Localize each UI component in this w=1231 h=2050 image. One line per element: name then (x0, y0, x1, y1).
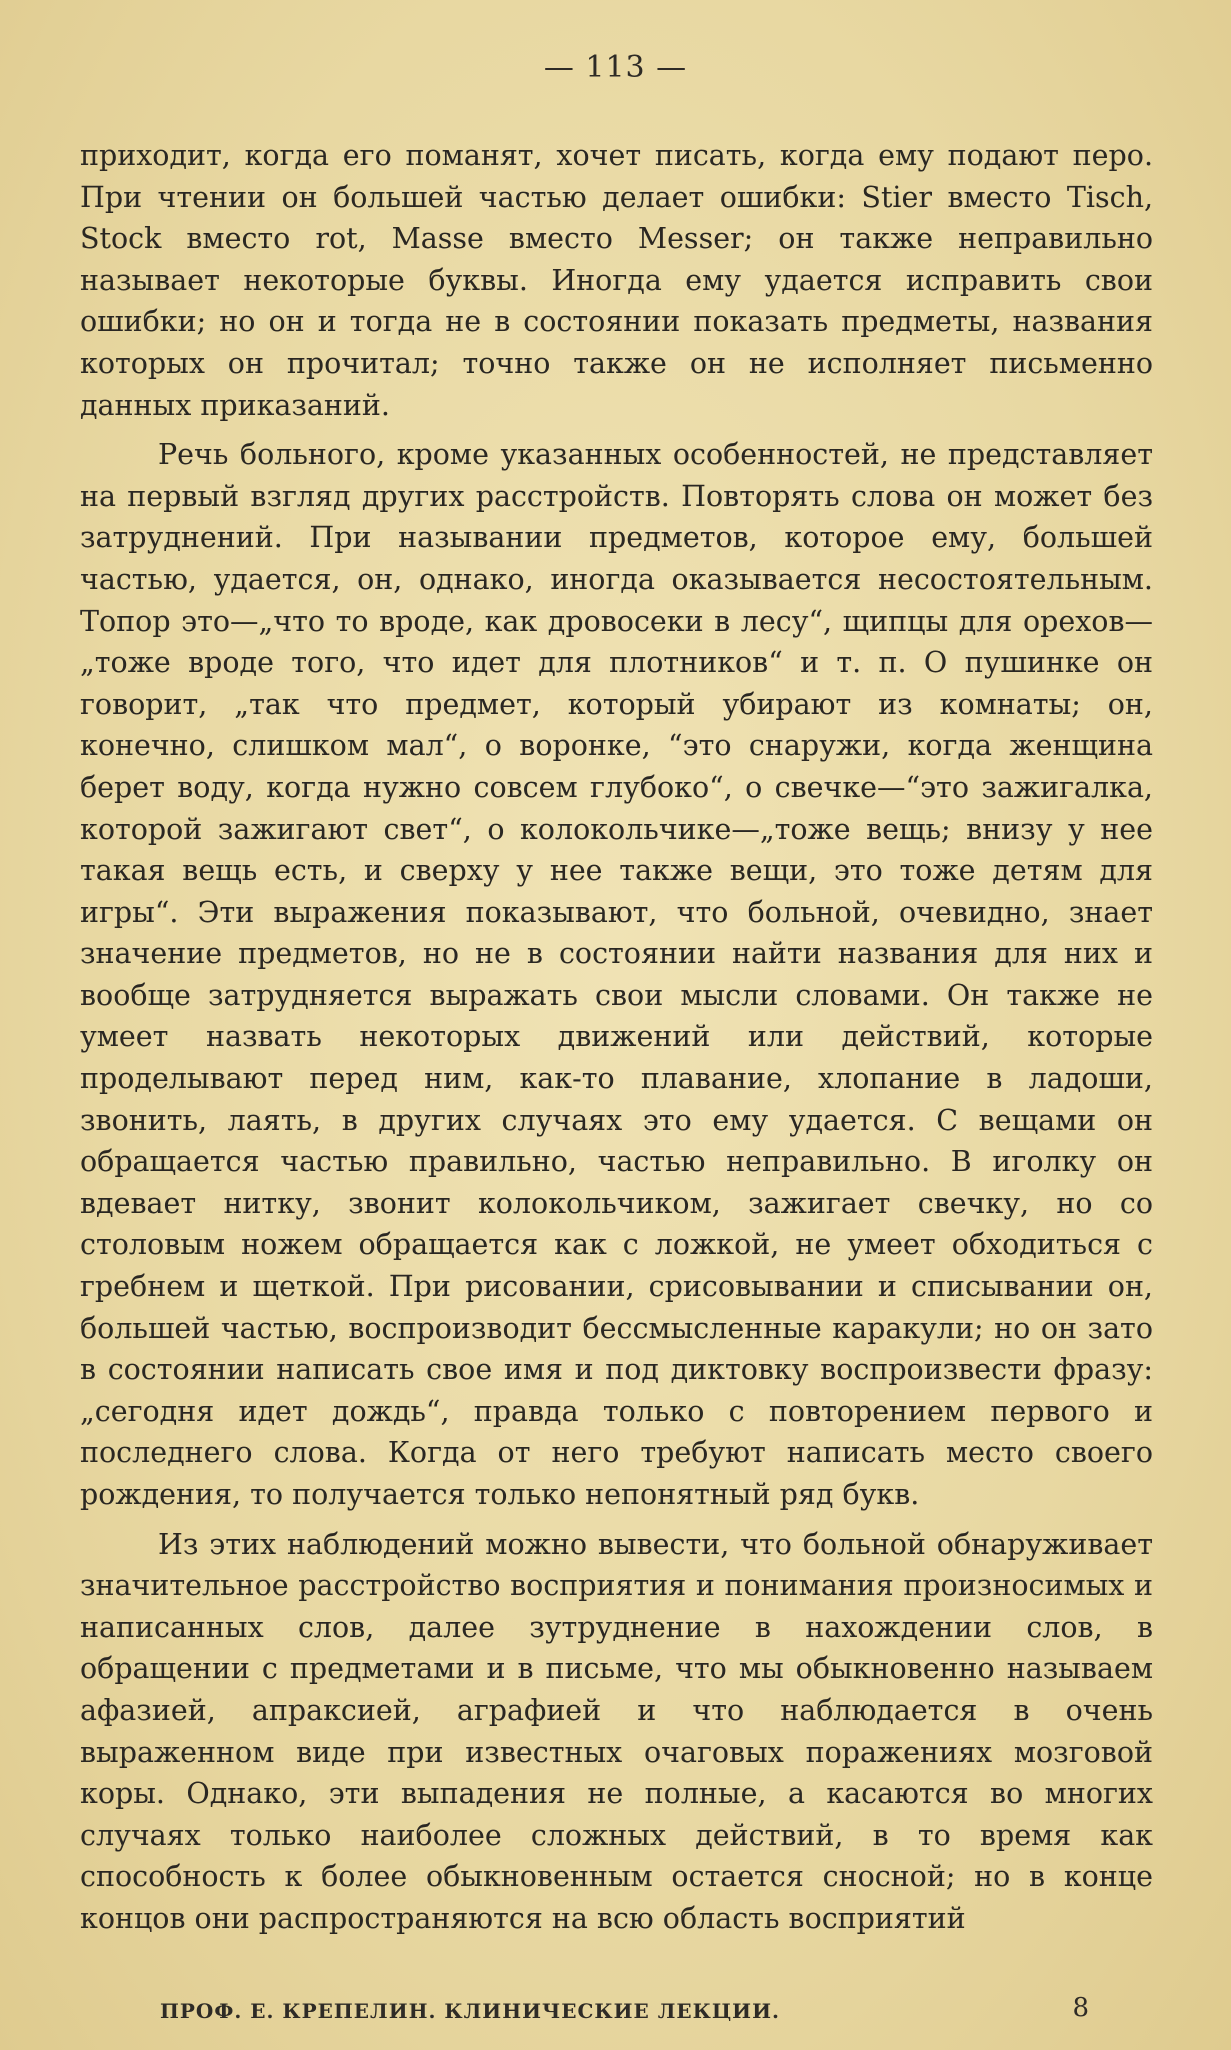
page-text (80, 135, 1153, 1940)
footer-book-title: ПРОФ. Е. КРЕПЕЛИН. КЛИНИЧЕСКИЕ ЛЕКЦИИ. (160, 1999, 780, 2023)
page-footer (160, 1993, 1090, 2029)
paragraph-conclusions: Из этих наблюдений можно вывести, что больной обнаруживает значительное расстройство восприятия и понимания произносимых и написанных слов, далее зутруднение в нахождении слов, в обращении с предметами и в письме, что мы обыкновенно называем афазией, апраксией, аграфией и что наблюдается в очень выраженном виде при известных очаговых поражениях мозговой коры. Однако, эти выпадения не полные, а касаются во многих случаях только наиболее сложных действий, в то время как способность к более обыкновенным остается сносной; но в конце концов они распространяются на всю область восприятий (80, 1527, 1153, 1935)
page-number: — 113 — (543, 50, 688, 85)
paragraph-continued: приходит, когда его поманят, хочет писать, когда ему подают перо. При чтении он большей частью делает ошибки: Stier вместо Tisch, Stock вместо rot, Masse вместо Messer; он также неправильно называет некоторые буквы. Иногда ему удается исправить свои ошибки; но он и тогда не в состоянии показать предметы, названия которых он прочитал; точно также он не исполняет письменно данных приказаний. (80, 139, 1153, 422)
footer-signature-mark: 8 (1072, 1993, 1090, 2023)
paragraph-speech: Речь больного, кроме указанных особенностей, не представляет на первый взгляд других расстройств. Повторять слова он может без затруднений. При назывании предметов, которое ему, большей частью, удается, он, однако, иногда оказывается несостоятельным. Топор это—„что то вроде, как дровосеки в лесу“, щипцы для орехов—„тоже вроде того, что идет для плотников“ и т. п. О пушинке он говорит, „так что предмет, который убирают из комнаты; он, конечно, слишком мал“, о воронке, “это снаружи, когда женщина берет воду, когда нужно совсем глубоко“, о свечке—“это зажигалка, которой зажигают свет“, о колокольчике—„тоже вещь; внизу у нее такая вещь есть, и сверху у нее также вещи, это тоже детям для игры“. Эти выражения показывают, что больной, очевидно, знает значение предметов, но не в состоянии найти названия для них и вообще затрудняется выражать свои мысли словами. Он также не умеет назвать некоторых движений или действий, которые проделывают перед ним, как-то плавание, хлопание в ладоши, звонить, лаять, в других случаях это ему удается. С вещами он обращается частью правильно, частью неправильно. В иголку он вдевает нитку, звонит колокольчиком, зажигает свечку, но со столовым ножем обращается как с ложкой, не умеет обходиться с гребнем и щеткой. При рисовании, срисовывании и списывании он, большей частью, воспроизводит бессмысленные каракули; но он зато в состоянии написать свое имя и под диктовку воспроизвести фразу: „сегодня идет дождь“, правда только с повторением первого и последнего слова. Когда от него требуют написать место своего рождения, то получается только непонятный ряд букв. (80, 438, 1153, 1511)
